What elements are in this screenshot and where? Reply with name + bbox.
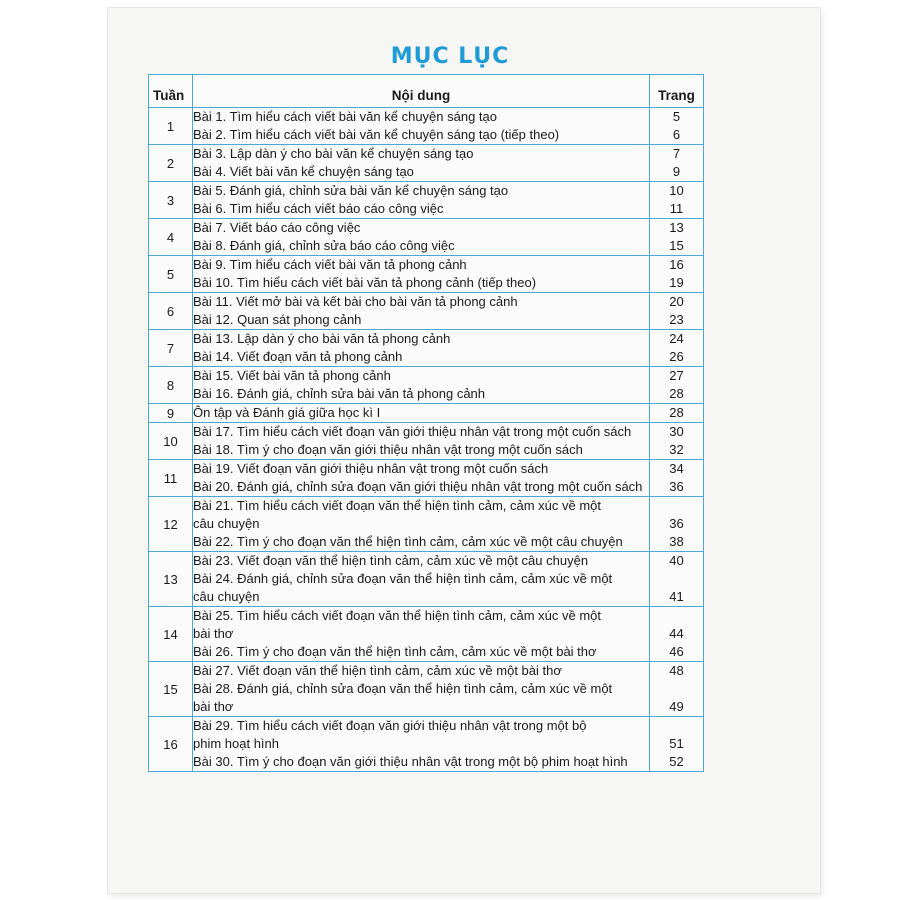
table-row — [149, 497, 704, 552]
week-lessons — [193, 182, 650, 219]
lesson-page-number: 23 — [669, 312, 684, 327]
week-number: 7 — [149, 330, 193, 367]
week-lessons — [193, 717, 650, 772]
lesson-page-number: 11 — [669, 201, 684, 216]
lesson-line: Bài 22. Tìm ý cho đoạn văn thể hiện tình cảm, cảm xúc về một câu chuyện — [193, 534, 623, 549]
table-row — [149, 552, 704, 607]
table-row — [149, 145, 704, 182]
lesson-page-number: 51 — [669, 736, 684, 751]
week-lessons — [193, 108, 650, 145]
lesson-line: Bài 26. Tìm ý cho đoạn văn thể hiện tình cảm, cảm xúc về một bài thơ — [193, 644, 597, 659]
toc-header-row — [149, 75, 704, 108]
page-title: MỤC LỤC — [390, 44, 510, 69]
lesson-line: Bài 7. Viết báo cáo công việc — [193, 220, 361, 235]
lesson-page-number: 49 — [669, 699, 684, 714]
week-number: 8 — [149, 367, 193, 404]
week-number: 5 — [149, 256, 193, 293]
lesson-line: câu chuyện — [193, 589, 260, 604]
lesson-page-number: 38 — [669, 534, 684, 549]
lesson-page-number: 13 — [669, 220, 684, 235]
header-week: Tuần — [149, 75, 193, 108]
lesson-page-number: 34 — [669, 461, 684, 476]
week-pages — [650, 552, 704, 607]
week-number: 13 — [149, 552, 193, 607]
lesson-line: Bài 16. Đánh giá, chỉnh sửa bài văn tả phong cảnh — [193, 386, 486, 401]
week-number: 3 — [149, 182, 193, 219]
week-number: 16 — [149, 717, 193, 772]
lesson-line: Bài 20. Đánh giá, chỉnh sửa đoạn văn giới thiệu nhân vật trong một cuốn sách — [193, 479, 643, 494]
week-number: 2 — [149, 145, 193, 182]
lesson-page-number: 46 — [669, 644, 684, 659]
week-lessons — [193, 219, 650, 256]
lesson-page-number: 28 — [669, 386, 684, 401]
lesson-page-number: 36 — [669, 516, 684, 531]
table-row — [149, 293, 704, 330]
lesson-page-number: 48 — [669, 663, 684, 678]
lesson-page-number: 15 — [669, 238, 684, 253]
header-content: Nội dung — [193, 75, 650, 108]
lesson-page-number: 36 — [669, 479, 684, 494]
lesson-line: Bài 18. Tìm ý cho đoạn văn giới thiệu nhân vật trong một cuốn sách — [193, 442, 583, 457]
page-spacer — [650, 607, 703, 625]
page-spacer — [650, 570, 703, 588]
lesson-line: Bài 30. Tìm ý cho đoạn văn giới thiệu nhân vật trong một bộ phim hoạt hình — [193, 754, 628, 769]
week-lessons — [193, 607, 650, 662]
lesson-line: Bài 24. Đánh giá, chỉnh sửa đoạn văn thể hiện tình cảm, cảm xúc về một — [193, 571, 613, 586]
table-row — [149, 404, 704, 423]
week-pages — [650, 330, 704, 367]
week-number: 15 — [149, 662, 193, 717]
lesson-page-number: 16 — [669, 257, 684, 272]
lesson-line: phim hoạt hình — [193, 736, 280, 751]
table-row — [149, 256, 704, 293]
lesson-line: Bài 19. Viết đoạn văn giới thiệu nhân vật trong một cuốn sách — [193, 461, 549, 476]
lesson-line: Bài 14. Viết đoạn văn tả phong cảnh — [193, 349, 403, 364]
lesson-page-number: 6 — [672, 127, 681, 142]
lesson-line: Bài 9. Tìm hiểu cách viết bài văn tả phong cảnh — [193, 257, 467, 272]
table-row — [149, 423, 704, 460]
lesson-line: Bài 15. Viết bài văn tả phong cảnh — [193, 368, 391, 383]
week-pages — [650, 145, 704, 182]
lesson-line: Bài 28. Đánh giá, chỉnh sửa đoạn văn thể hiện tình cảm, cảm xúc về một — [193, 681, 613, 696]
week-pages — [650, 182, 704, 219]
week-lessons — [193, 662, 650, 717]
week-number: 9 — [149, 404, 193, 423]
lesson-line: Bài 11. Viết mở bài và kết bài cho bài văn tả phong cảnh — [193, 294, 518, 309]
week-pages — [650, 219, 704, 256]
lesson-line: Bài 2. Tìm hiểu cách viết bài văn kể chuyện sáng tạo (tiếp theo) — [193, 127, 560, 142]
week-lessons — [193, 404, 650, 423]
week-pages — [650, 717, 704, 772]
lesson-page-number: 28 — [669, 405, 684, 420]
week-lessons — [193, 460, 650, 497]
lesson-page-number: 41 — [669, 589, 684, 604]
lesson-line: Bài 5. Đánh giá, chỉnh sửa bài văn kể chuyện sáng tạo — [193, 183, 509, 198]
lesson-page-number: 52 — [669, 754, 684, 769]
toc-table — [148, 74, 704, 772]
lesson-line: Bài 3. Lập dàn ý cho bài văn kể chuyện sáng tạo — [193, 146, 474, 161]
lesson-page-number: 44 — [669, 626, 684, 641]
lesson-line: Bài 23. Viết đoạn văn thể hiện tình cảm, cảm xúc về một câu chuyện — [193, 553, 589, 568]
lesson-line: bài thơ — [193, 626, 234, 641]
week-pages — [650, 367, 704, 404]
week-lessons — [193, 256, 650, 293]
week-number: 11 — [149, 460, 193, 497]
week-pages — [650, 662, 704, 717]
week-pages — [650, 404, 704, 423]
lesson-line: Bài 21. Tìm hiểu cách viết đoạn văn thể hiện tình cảm, cảm xúc về một — [193, 498, 602, 513]
week-pages — [650, 460, 704, 497]
table-row — [149, 367, 704, 404]
table-row — [149, 460, 704, 497]
lesson-line: Bài 12. Quan sát phong cảnh — [193, 312, 362, 327]
week-number: 4 — [149, 219, 193, 256]
lesson-line: câu chuyện — [193, 516, 260, 531]
lesson-line: Bài 29. Tìm hiểu cách viết đoạn văn giới thiệu nhân vật trong một bộ — [193, 718, 587, 733]
toc-body — [149, 108, 704, 772]
lesson-line: Bài 1. Tìm hiểu cách viết bài văn kể chuyện sáng tạo — [193, 109, 497, 124]
table-row — [149, 108, 704, 145]
lesson-line: Bài 6. Tìm hiểu cách viết báo cáo công việc — [193, 201, 444, 216]
table-row — [149, 330, 704, 367]
lesson-line: Bài 17. Tìm hiểu cách viết đoạn văn giới thiệu nhân vật trong một cuốn sách — [193, 424, 632, 439]
lesson-line: Bài 13. Lập dàn ý cho bài văn tả phong cảnh — [193, 331, 451, 346]
lesson-line: Bài 27. Viết đoạn văn thể hiện tình cảm, cảm xúc về một bài thơ — [193, 663, 562, 678]
lesson-page-number: 24 — [669, 331, 684, 346]
lesson-line: Ôn tập và Đánh giá giữa học kì I — [193, 405, 381, 420]
table-row — [149, 182, 704, 219]
week-lessons — [193, 367, 650, 404]
lesson-page-number: 20 — [669, 294, 684, 309]
week-lessons — [193, 423, 650, 460]
lesson-line: Bài 4. Viết bài văn kể chuyện sáng tạo — [193, 164, 414, 179]
table-row — [149, 662, 704, 717]
week-number: 12 — [149, 497, 193, 552]
lesson-line: bài thơ — [193, 699, 234, 714]
lesson-page-number: 32 — [669, 442, 684, 457]
page-spacer — [650, 680, 703, 698]
week-lessons — [193, 145, 650, 182]
week-pages — [650, 108, 704, 145]
week-number: 10 — [149, 423, 193, 460]
page-spacer — [650, 497, 703, 515]
week-lessons — [193, 497, 650, 552]
week-pages — [650, 423, 704, 460]
lesson-page-number: 10 — [669, 183, 684, 198]
lesson-page-number: 9 — [672, 164, 681, 179]
lesson-line: Bài 25. Tìm hiểu cách viết đoạn văn thể hiện tình cảm, cảm xúc về một — [193, 608, 602, 623]
table-row — [149, 607, 704, 662]
week-number: 1 — [149, 108, 193, 145]
page-spacer — [650, 717, 703, 735]
week-pages — [650, 497, 704, 552]
lesson-page-number: 27 — [669, 368, 684, 383]
table-row — [149, 717, 704, 772]
lesson-line: Bài 8. Đánh giá, chỉnh sửa báo cáo công việc — [193, 238, 455, 253]
week-pages — [650, 293, 704, 330]
header-page: Trang — [650, 75, 704, 108]
week-pages — [650, 607, 704, 662]
lesson-page-number: 40 — [669, 553, 684, 568]
lesson-page-number: 19 — [669, 275, 684, 290]
lesson-page-number: 5 — [672, 109, 681, 124]
week-lessons — [193, 552, 650, 607]
week-number: 14 — [149, 607, 193, 662]
lesson-page-number: 7 — [672, 146, 681, 161]
lesson-page-number: 30 — [669, 424, 684, 439]
week-lessons — [193, 293, 650, 330]
lesson-page-number: 26 — [669, 349, 684, 364]
lesson-line: Bài 10. Tìm hiểu cách viết bài văn tả phong cảnh (tiếp theo) — [193, 275, 537, 290]
week-number: 6 — [149, 293, 193, 330]
week-pages — [650, 256, 704, 293]
week-lessons — [193, 330, 650, 367]
table-row — [149, 219, 704, 256]
